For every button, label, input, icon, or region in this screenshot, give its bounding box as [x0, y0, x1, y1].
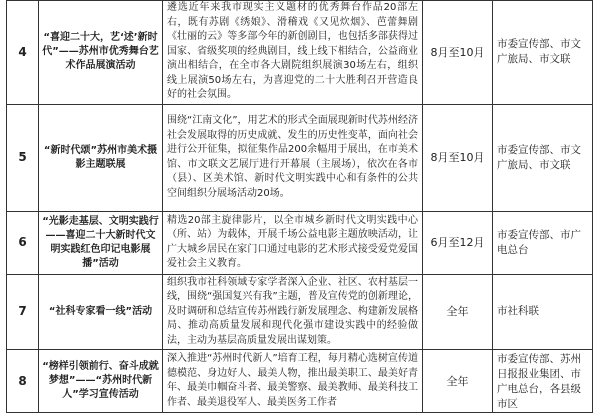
- activity-name: “榜样引领前行、奋斗成就梦想”——“苏州时代新人”学习宣传活动: [39, 350, 163, 413]
- activity-time: 6月至12月: [423, 211, 493, 274]
- activity-description: 遴选近年来我市现实主义题材的优秀舞台作品20部左右，既有苏剧《绣娘》、滑稽戏《又见炊烟》、芭蕾舞剧《壮丽的云》等多部今年的新创剧目，也包括多部获得过国家、省级奖项的经典剧目，线上线下相结合，公益商业演出相结合，在全市各大剧院组织展演30场左右，组织线上展演50场左右，为喜迎党的二十大胜利召开营造良好的社会氛围。: [163, 1, 423, 105]
- activity-name: “光影走基层、文明实践行——喜迎二十大新时代文明实践红色印记电影展播”活动: [39, 211, 163, 274]
- row-number: 4: [7, 1, 39, 105]
- activity-description: 组织我市社科领域专家学者深入企业、社区、农村基层一线，围绕“强国复兴有我”主题，普及宣传党的创新理论，及时调研和总结宣传苏州践行新发展理念、构建新发展格局、推动高质量发展和现代化强市建设实践中的经验做法，主动为基层高质量发展出谋划策。: [163, 274, 423, 350]
- responsible-units: 市委宣传部、市广电总台: [493, 211, 593, 274]
- responsible-units: 市委宣传部、市文广旅局、市文联: [493, 1, 593, 105]
- table-row: [7, 104, 593, 211]
- activity-description: 精选20部主旋律影片，以全市城乡新时代文明实践中心（所、站）为载体，开展千场公益电影主题放映活动，让广大城乡居民在家门口通过电影的艺术形式接受爱党爱国爱社会主义教育。: [163, 211, 423, 274]
- activity-name: “新时代颂”苏州市美术摄影主题联展: [39, 104, 163, 211]
- activity-time: 8月至10月: [423, 104, 493, 211]
- activity-description: 深入推进“苏州时代新人”培育工程，每月精心选树宣传道德模范、身边好人、最美人物，推出最美职工、最美好青年、最美巾帼奋斗者、最美警察、最美教师、最美科技工作者、最美退役军人、最美医务工作者: [163, 350, 423, 413]
- responsible-units: 市社科联: [493, 274, 593, 350]
- row-number: 6: [7, 211, 39, 274]
- activity-table: [6, 0, 593, 413]
- activity-description: 围绕“江南文化”，用艺术的形式全面展现新时代苏州经济社会发展取得的历史成就、发生的历史性变革，面向社会进行公开征集，拟征集作品200余幅用于展出，在市美术馆、市文联文艺展厅进行开幕展（主展场），依次在各市（县）、区美术馆、新时代文明实践中心和有条件的公共空间组织分展场活动20场。: [163, 104, 423, 211]
- activity-time: 全年: [423, 274, 493, 350]
- table-row: [7, 274, 593, 350]
- responsible-units: 市委宣传部、市文广旅局、市文联: [493, 104, 593, 211]
- responsible-units: 市委宣传部、苏州日报报业集团、市广电总台，各县级市区: [493, 350, 593, 413]
- activity-name: “社科专家看一线”活动: [39, 274, 163, 350]
- row-number: 5: [7, 104, 39, 211]
- table-row: [7, 350, 593, 413]
- activity-time: 8月至10月: [423, 1, 493, 105]
- row-number: 8: [7, 350, 39, 413]
- activity-time: 全年: [423, 350, 493, 413]
- table-row: [7, 211, 593, 274]
- row-number: 7: [7, 274, 39, 350]
- table-row: [7, 1, 593, 105]
- activity-name: “喜迎二十大，艺‘述’新时代”——苏州市优秀舞台艺术作品展演活动: [39, 1, 163, 105]
